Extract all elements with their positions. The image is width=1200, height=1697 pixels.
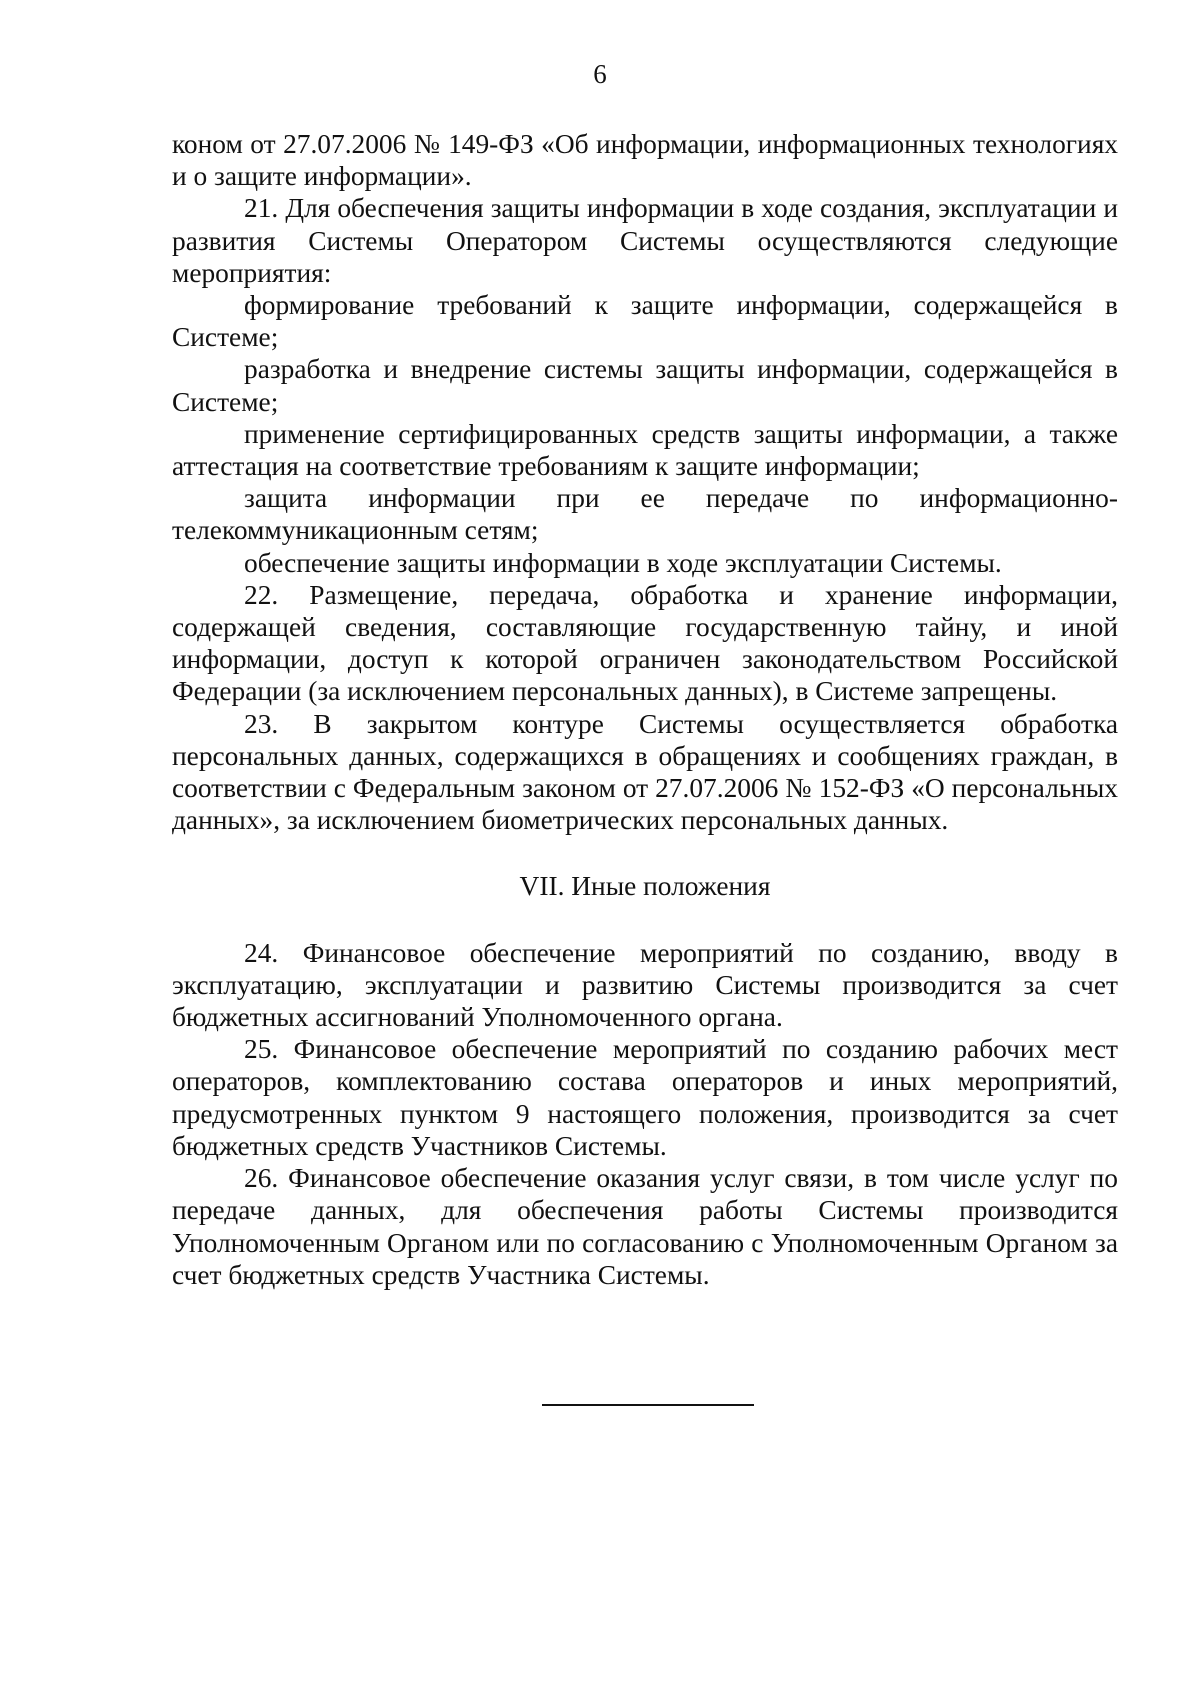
paragraph-continuation: коном от 27.07.2006 № 149-ФЗ «Об информации, информационных технологиях и о защите информации». (172, 129, 1118, 192)
paragraph-26: 26. Финансовое обеспечение оказания услуг связи, в том числе услуг по передаче данных, для обеспечения работы Системы производится Уполномоченным Органом или по согласованию с Уполномоченным Органом за счет бюджетных средств Участника Системы. (172, 1163, 1118, 1290)
paragraph-23: 23. В закрытом контуре Системы осуществляется обработка персональных данных, содержащихся в обращениях и сообщениях граждан, в соответствии с Федеральным законом от 27.07.2006 № 152-ФЗ «О персональных данных», за исключением биометрических персональных данных. (172, 708, 1118, 836)
page-number: 6 (593, 59, 607, 89)
document-body (172, 128, 1118, 1291)
list-item-development: разработка и внедрение системы защиты информации, содержащейся в Системе; (172, 354, 1118, 417)
paragraph-21: 21. Для обеспечения защиты информации в ходе создания, эксплуатации и развития Системы Оператором Системы осуществляются следующие мероприятия: (172, 193, 1118, 288)
list-item-transmission-protection: защита информации при ее передаче по информационно-телекоммуникационным сетям; (172, 483, 1118, 546)
list-item-operation-protection: обеспечение защиты информации в ходе эксплуатации Системы. (244, 547, 1002, 578)
section-heading: VII. Иные положения (519, 871, 771, 902)
paragraph-22: 22. Размещение, передача, обработка и хранение информации, содержащей сведения, составляющие государственную тайну, и иной информации, доступ к которой ограничен законодательством Российской Федерации (за исключением персональных данных), в Системе запрещены. (172, 579, 1118, 707)
paragraph-25: 25. Финансовое обеспечение мероприятий по созданию рабочих мест операторов, комплектованию состава операторов и иных мероприятий, предусмотренных пунктом 9 настоящего положения, производится за счет бюджетных средств Участников Системы. (172, 1034, 1118, 1161)
end-separator-line (542, 1404, 754, 1406)
list-item-requirements: формирование требований к защите информации, содержащейся в Системе; (172, 290, 1118, 353)
paragraph-24: 24. Финансовое обеспечение мероприятий по созданию, вводу в эксплуатацию, эксплуатации и развитию Системы производится за счет бюджетных ассигнований Уполномоченного органа. (172, 937, 1118, 1033)
list-item-certified-means: применение сертифицированных средств защиты информации, а также аттестация на соответствие требованиям к защите информации; (172, 418, 1118, 482)
